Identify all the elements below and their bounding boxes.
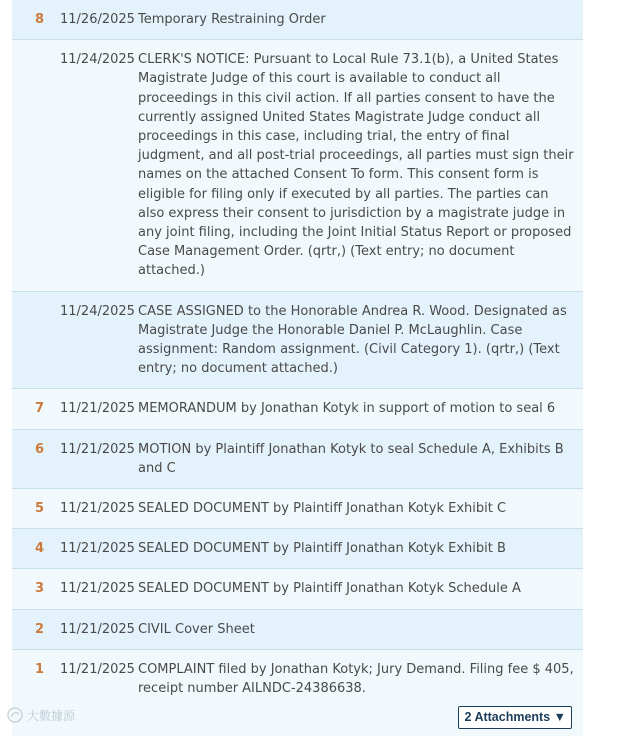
docket-entry-4 [12, 529, 583, 569]
entry-number[interactable]: 2 [34, 621, 44, 637]
entry-date: 11/21/2025 [60, 581, 135, 597]
entry-text: CASE ASSIGNED to the Honorable Andrea R. Wood. Designated as Magistrate Judge the Honorable Daniel P. McLaughlin. Case assignment: Random assignment. (Civil Category 1). (qrtr,) (Text entry; no document attached.) [138, 303, 567, 377]
docket-entry-6 [12, 430, 583, 489]
entry-date: 11/21/2025 [60, 621, 135, 637]
entry-number[interactable]: 8 [34, 12, 44, 27]
entry-text: MOTION by Plaintiff Jonathan Kotyk to seal Schedule A, Exhibits B and C [138, 441, 564, 476]
docket-entry-3 [12, 569, 583, 609]
docket-entry-case-assigned [12, 292, 583, 390]
entry-number[interactable]: 1 [34, 661, 44, 677]
docket-entry-8 [12, 0, 583, 40]
entry-date: 11/21/2025 [60, 441, 135, 457]
entry-date: 11/21/2025 [60, 401, 135, 417]
docket-entry-7 [12, 389, 583, 429]
entry-number[interactable]: 4 [34, 541, 44, 557]
entry-text: SEALED DOCUMENT by Plaintiff Jonathan Kotyk Exhibit C [138, 501, 507, 517]
docket-entry-5 [12, 489, 583, 529]
attachments-area [12, 702, 583, 736]
attachments-toggle-button[interactable]: 2 Attachments ▼ [458, 706, 572, 729]
entry-date: 11/24/2025 [60, 303, 135, 319]
entry-text: MEMORANDUM by Jonathan Kotyk in support of motion to seal 6 [138, 401, 556, 417]
entry-number[interactable]: 3 [34, 581, 44, 597]
entry-date: 11/21/2025 [60, 541, 135, 557]
entry-date: 11/21/2025 [60, 661, 135, 677]
watermark [6, 706, 75, 724]
entry-text: CLERK'S NOTICE: Pursuant to Local Rule 73.1(b), a United States Magistrate Judge of this court is available to conduct all proceedings in this civil action. If all parties consent to have the currently assigned United States Magistrate Judge conduct all proceedings in this case, including trial, the entry of final judgment, and all post-trial proceedings, all parties must sign their names on the attached Consent To form. This consent form is eligible for filing only if executed by all parties. The parties can also express their consent to jurisdiction by a magistrate judge in any joint filing, including the Joint Initial Status Report or proposed Case Management Order. (qrtr,) (Text entry; no document attached.) [138, 52, 574, 279]
entry-date: 11/24/2025 [60, 52, 135, 68]
entry-text: COMPLAINT filed by Jonathan Kotyk; Jury Demand. Filing fee $ 405, receipt number AILNDC-24386638. [138, 661, 574, 697]
docket-list [12, 0, 583, 736]
entry-text: Temporary Restraining Order [138, 12, 326, 27]
entry-number[interactable]: 7 [34, 401, 44, 417]
docket-entry-1 [12, 650, 583, 736]
entry-date: 11/21/2025 [60, 501, 135, 517]
entry-number[interactable]: 6 [34, 441, 44, 457]
entry-number[interactable]: 5 [34, 501, 44, 517]
docket-entry-clerks-notice [12, 40, 583, 291]
entry-text: SEALED DOCUMENT by Plaintiff Jonathan Kotyk Exhibit B [138, 541, 506, 557]
entry-text: SEALED DOCUMENT by Plaintiff Jonathan Kotyk Schedule A [138, 581, 521, 597]
entry-text: CIVIL Cover Sheet [138, 621, 255, 637]
watermark-text: 大數據源 [27, 708, 76, 723]
entry-date: 11/26/2025 [60, 12, 135, 27]
watermark-logo-icon [6, 706, 24, 724]
docket-entry-2 [12, 610, 583, 650]
